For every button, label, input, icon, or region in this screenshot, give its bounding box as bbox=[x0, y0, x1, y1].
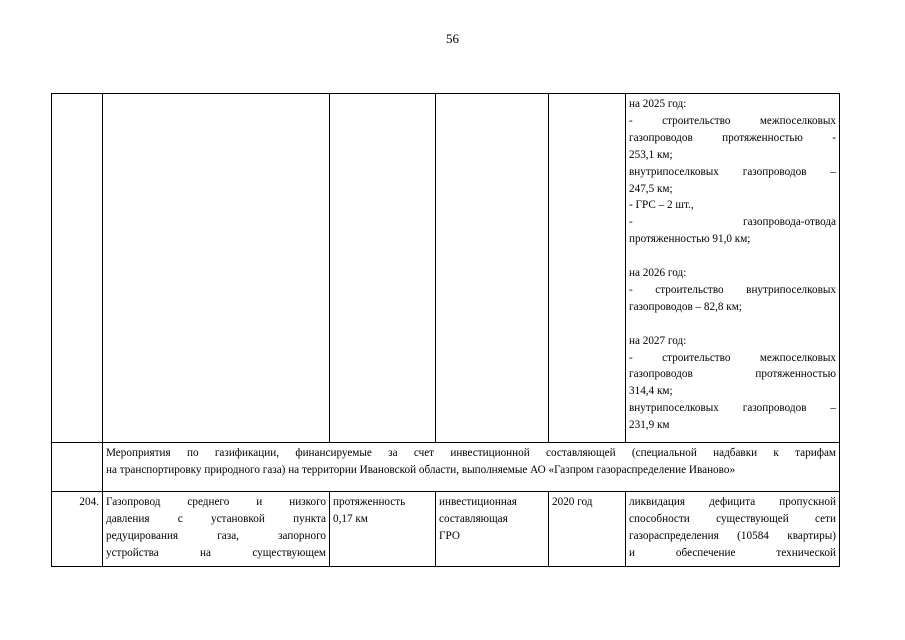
plan-line: газопроводов – 82,8 км; bbox=[629, 300, 742, 313]
plan-line: 253,1 км; bbox=[629, 148, 673, 161]
purpose-cell bbox=[626, 492, 840, 567]
name-cell bbox=[103, 94, 330, 443]
blank-line bbox=[629, 316, 836, 333]
capacity-line: протяженность bbox=[333, 496, 406, 508]
plan-line: - газопровода-отвода bbox=[629, 216, 836, 229]
section-header-cell bbox=[103, 443, 840, 492]
name-line: редуцирования газа, запорного bbox=[106, 529, 326, 542]
name-line: давления с установкой пункта bbox=[106, 512, 326, 525]
purpose-line: газораспределения (10584 квартиры) bbox=[629, 529, 836, 542]
plan-line: внутрипоселковых газопроводов – bbox=[629, 402, 836, 415]
source-line: составляющая bbox=[439, 512, 508, 525]
purpose-line: ликвидация дефицита пропускной bbox=[629, 496, 836, 508]
number-cell bbox=[52, 94, 103, 443]
name-line: устройства на существующем bbox=[106, 546, 326, 559]
name-cell bbox=[103, 492, 330, 567]
plan-line: - ГРС – 2 шт., bbox=[629, 199, 694, 212]
row-number: 204. bbox=[52, 492, 103, 567]
purpose-line: способности существующей сети bbox=[629, 512, 836, 525]
plan-line: 231,9 км bbox=[629, 419, 670, 432]
plan-line: - строительство межпоселковых bbox=[629, 351, 836, 364]
plan-line: газопроводов протяженностью - bbox=[629, 131, 836, 144]
plan-line: 314,4 км; bbox=[629, 385, 673, 398]
plan-cell bbox=[626, 94, 840, 443]
plan-line: газопроводов протяженностью bbox=[629, 368, 836, 381]
plan-line: на 2027 год: bbox=[629, 334, 687, 347]
plan-line: - строительство внутрипоселковых bbox=[629, 283, 836, 296]
number-cell bbox=[52, 443, 103, 492]
purpose-line: и обеспечение технической bbox=[629, 546, 836, 559]
plan-line: внутрипоселковых газопроводов – bbox=[629, 165, 836, 178]
page-number: 56 bbox=[446, 31, 459, 46]
program-table bbox=[51, 93, 840, 567]
section-header-line: на транспортировку природного газа) на территории Ивановской области, выполняемые АО «Газпром газораспределение Иваново» bbox=[106, 463, 736, 476]
name-line: Газопровод среднего и низкого bbox=[106, 496, 326, 508]
table-row bbox=[52, 492, 840, 567]
year-cell bbox=[549, 94, 626, 443]
blank-line bbox=[629, 248, 836, 265]
source-cell bbox=[436, 492, 549, 567]
capacity-cell bbox=[330, 94, 436, 443]
plan-line: - строительство межпоселковых bbox=[629, 114, 836, 127]
source-line: инвестиционная bbox=[439, 496, 517, 508]
capacity-cell bbox=[330, 492, 436, 567]
plan-line: протяженностью 91,0 км; bbox=[629, 233, 751, 246]
year-cell: 2020 год bbox=[549, 492, 626, 567]
section-header-line: Мероприятия по газификации, финансируемые за счет инвестиционной составляющей (специальной надбавки к тарифам bbox=[106, 447, 836, 459]
plan-line: на 2026 год: bbox=[629, 267, 687, 280]
plan-line: 247,5 км; bbox=[629, 182, 673, 195]
table-row bbox=[52, 94, 840, 443]
plan-line: на 2025 год: bbox=[629, 98, 687, 110]
source-line: ГРО bbox=[439, 529, 460, 542]
section-header-row bbox=[52, 443, 840, 492]
source-cell bbox=[436, 94, 549, 443]
capacity-line: 0,17 км bbox=[333, 512, 368, 525]
